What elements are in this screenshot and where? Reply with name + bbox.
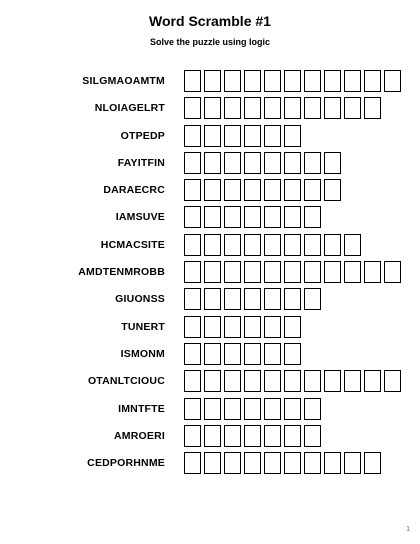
letter-box[interactable] xyxy=(204,206,221,228)
letter-box[interactable] xyxy=(264,398,281,420)
letter-box[interactable] xyxy=(204,70,221,92)
letter-box[interactable] xyxy=(304,70,321,92)
answer-boxes xyxy=(184,152,341,174)
letter-box[interactable] xyxy=(324,452,341,474)
scrambled-word: IMNTFTE xyxy=(118,402,165,415)
letter-box[interactable] xyxy=(224,234,241,256)
letter-box[interactable] xyxy=(264,425,281,447)
letter-box[interactable] xyxy=(204,125,221,147)
letter-box[interactable] xyxy=(184,179,201,201)
letter-box[interactable] xyxy=(184,206,201,228)
answer-boxes xyxy=(184,261,401,283)
letter-box[interactable] xyxy=(284,97,301,119)
letter-box[interactable] xyxy=(324,97,341,119)
puzzle-row xyxy=(0,206,420,233)
letter-box[interactable] xyxy=(284,234,301,256)
letter-box[interactable] xyxy=(184,261,201,283)
letter-box[interactable] xyxy=(224,179,241,201)
letter-box[interactable] xyxy=(284,179,301,201)
letter-box[interactable] xyxy=(244,398,261,420)
page-title: Word Scramble #1 xyxy=(149,13,271,29)
scrambled-word: OTPEDP xyxy=(120,129,165,142)
letter-box[interactable] xyxy=(304,425,321,447)
letter-box[interactable] xyxy=(384,261,401,283)
letter-box[interactable] xyxy=(304,452,321,474)
letter-box[interactable] xyxy=(304,206,321,228)
puzzle-row xyxy=(0,125,420,152)
puzzle-row xyxy=(0,370,420,397)
scrambled-word: GIUONSS xyxy=(115,293,165,306)
puzzle-row xyxy=(0,425,420,452)
letter-box[interactable] xyxy=(284,452,301,474)
letter-box[interactable] xyxy=(244,152,261,174)
answer-boxes xyxy=(184,398,321,420)
answer-boxes xyxy=(184,206,321,228)
letter-box[interactable] xyxy=(224,97,241,119)
puzzle-row xyxy=(0,398,420,425)
letter-box[interactable] xyxy=(204,288,221,310)
letter-box[interactable] xyxy=(244,288,261,310)
letter-box[interactable] xyxy=(344,234,361,256)
letter-box[interactable] xyxy=(204,261,221,283)
answer-boxes xyxy=(184,452,381,474)
letter-box[interactable] xyxy=(244,125,261,147)
letter-box[interactable] xyxy=(284,206,301,228)
puzzle-row xyxy=(0,234,420,261)
letter-box[interactable] xyxy=(244,343,261,365)
letter-box[interactable] xyxy=(304,234,321,256)
letter-box[interactable] xyxy=(364,370,381,392)
scrambled-word: CEDPORHNME xyxy=(87,457,165,470)
letter-box[interactable] xyxy=(224,370,241,392)
letter-box[interactable] xyxy=(264,234,281,256)
letter-box[interactable] xyxy=(384,70,401,92)
letter-box[interactable] xyxy=(244,97,261,119)
letter-box[interactable] xyxy=(244,452,261,474)
letter-box[interactable] xyxy=(284,370,301,392)
letter-box[interactable] xyxy=(184,316,201,338)
letter-box[interactable] xyxy=(184,152,201,174)
letter-box[interactable] xyxy=(244,316,261,338)
answer-boxes xyxy=(184,343,301,365)
letter-box[interactable] xyxy=(224,261,241,283)
letter-box[interactable] xyxy=(204,97,221,119)
letter-box[interactable] xyxy=(304,97,321,119)
scrambled-word: NLOIAGELRT xyxy=(94,102,165,115)
letter-box[interactable] xyxy=(244,179,261,201)
letter-box[interactable] xyxy=(244,261,261,283)
letter-box[interactable] xyxy=(284,316,301,338)
letter-box[interactable] xyxy=(184,452,201,474)
letter-box[interactable] xyxy=(324,261,341,283)
letter-box[interactable] xyxy=(204,425,221,447)
letter-box[interactable] xyxy=(264,452,281,474)
letter-box[interactable] xyxy=(384,370,401,392)
letter-box[interactable] xyxy=(364,97,381,119)
letter-box[interactable] xyxy=(204,152,221,174)
letter-box[interactable] xyxy=(284,288,301,310)
letter-box[interactable] xyxy=(304,398,321,420)
scrambled-word: IAMSUVE xyxy=(115,211,165,224)
letter-box[interactable] xyxy=(204,179,221,201)
letter-box[interactable] xyxy=(184,288,201,310)
letter-box[interactable] xyxy=(284,398,301,420)
scrambled-word: DARAECRC xyxy=(103,184,165,197)
scrambled-word: AMROERI xyxy=(114,429,165,442)
answer-boxes xyxy=(184,425,321,447)
letter-box[interactable] xyxy=(264,370,281,392)
letter-box[interactable] xyxy=(244,370,261,392)
letter-box[interactable] xyxy=(264,206,281,228)
letter-box[interactable] xyxy=(184,125,201,147)
letter-box[interactable] xyxy=(224,343,241,365)
letter-box[interactable] xyxy=(284,152,301,174)
letter-box[interactable] xyxy=(264,152,281,174)
letter-box[interactable] xyxy=(184,398,201,420)
scrambled-word: HCMACSITE xyxy=(100,238,165,251)
letter-box[interactable] xyxy=(344,370,361,392)
letter-box[interactable] xyxy=(244,206,261,228)
letter-box[interactable] xyxy=(224,206,241,228)
letter-box[interactable] xyxy=(264,97,281,119)
letter-box[interactable] xyxy=(204,234,221,256)
letter-box[interactable] xyxy=(204,316,221,338)
answer-boxes xyxy=(184,316,301,338)
letter-box[interactable] xyxy=(224,452,241,474)
letter-box[interactable] xyxy=(184,343,201,365)
letter-box[interactable] xyxy=(224,316,241,338)
letter-box[interactable] xyxy=(244,234,261,256)
letter-box[interactable] xyxy=(264,343,281,365)
page-subtitle: Solve the puzzle using logic xyxy=(149,37,270,47)
letter-box[interactable] xyxy=(364,261,381,283)
letter-box[interactable] xyxy=(224,125,241,147)
letter-box[interactable] xyxy=(324,370,341,392)
letter-box[interactable] xyxy=(184,234,201,256)
page-number: 1 xyxy=(406,526,410,533)
answer-boxes xyxy=(184,97,381,119)
letter-box[interactable] xyxy=(284,125,301,147)
answer-boxes xyxy=(184,370,401,392)
letter-box[interactable] xyxy=(264,179,281,201)
scrambled-word: AMDTENMROBB xyxy=(78,266,165,279)
letter-box[interactable] xyxy=(304,179,321,201)
letter-box[interactable] xyxy=(184,97,201,119)
answer-boxes xyxy=(184,234,361,256)
letter-box[interactable] xyxy=(224,398,241,420)
letter-box[interactable] xyxy=(324,234,341,256)
letter-box[interactable] xyxy=(184,370,201,392)
letter-box[interactable] xyxy=(264,261,281,283)
letter-box[interactable] xyxy=(264,316,281,338)
letter-box[interactable] xyxy=(284,70,301,92)
puzzle-row xyxy=(0,452,420,479)
puzzle-row xyxy=(0,70,420,97)
letter-box[interactable] xyxy=(204,343,221,365)
puzzle-row xyxy=(0,261,420,288)
letter-box[interactable] xyxy=(204,370,221,392)
letter-box[interactable] xyxy=(284,261,301,283)
letter-box[interactable] xyxy=(304,261,321,283)
scrambled-word: SILGMAOAMTM xyxy=(82,75,165,87)
scrambled-word: FAYITFIN xyxy=(117,156,165,169)
letter-box[interactable] xyxy=(304,288,321,310)
puzzle-row xyxy=(0,288,420,315)
letter-box[interactable] xyxy=(284,343,301,365)
letter-box[interactable] xyxy=(224,288,241,310)
answer-boxes xyxy=(184,125,301,147)
letter-box[interactable] xyxy=(264,70,281,92)
letter-box[interactable] xyxy=(324,70,341,92)
letter-box[interactable] xyxy=(344,70,361,92)
answer-boxes xyxy=(184,70,401,92)
puzzle-row xyxy=(0,316,420,343)
letter-box[interactable] xyxy=(324,152,341,174)
letter-box[interactable] xyxy=(224,425,241,447)
scrambled-word: OTANLTCIOUC xyxy=(87,375,165,388)
letter-box[interactable] xyxy=(264,125,281,147)
letter-box[interactable] xyxy=(184,70,201,92)
letter-box[interactable] xyxy=(284,425,301,447)
letter-box[interactable] xyxy=(204,452,221,474)
letter-box[interactable] xyxy=(324,179,341,201)
letter-box[interactable] xyxy=(204,398,221,420)
letter-box[interactable] xyxy=(344,261,361,283)
letter-box[interactable] xyxy=(264,288,281,310)
letter-box[interactable] xyxy=(184,425,201,447)
scrambled-word: TUNERT xyxy=(121,320,165,333)
answer-boxes xyxy=(184,179,341,201)
letter-box[interactable] xyxy=(304,370,321,392)
puzzle-list xyxy=(0,70,420,479)
letter-box[interactable] xyxy=(304,152,321,174)
letter-box[interactable] xyxy=(244,425,261,447)
puzzle-row xyxy=(0,152,420,179)
letter-box[interactable] xyxy=(344,452,361,474)
letter-box[interactable] xyxy=(244,70,261,92)
letter-box[interactable] xyxy=(224,70,241,92)
letter-box[interactable] xyxy=(224,152,241,174)
letter-box[interactable] xyxy=(364,452,381,474)
scrambled-word: ISMONM xyxy=(120,347,165,360)
letter-box[interactable] xyxy=(364,70,381,92)
puzzle-row xyxy=(0,97,420,124)
puzzle-row xyxy=(0,179,420,206)
letter-box[interactable] xyxy=(344,97,361,119)
puzzle-row xyxy=(0,343,420,370)
answer-boxes xyxy=(184,288,321,310)
